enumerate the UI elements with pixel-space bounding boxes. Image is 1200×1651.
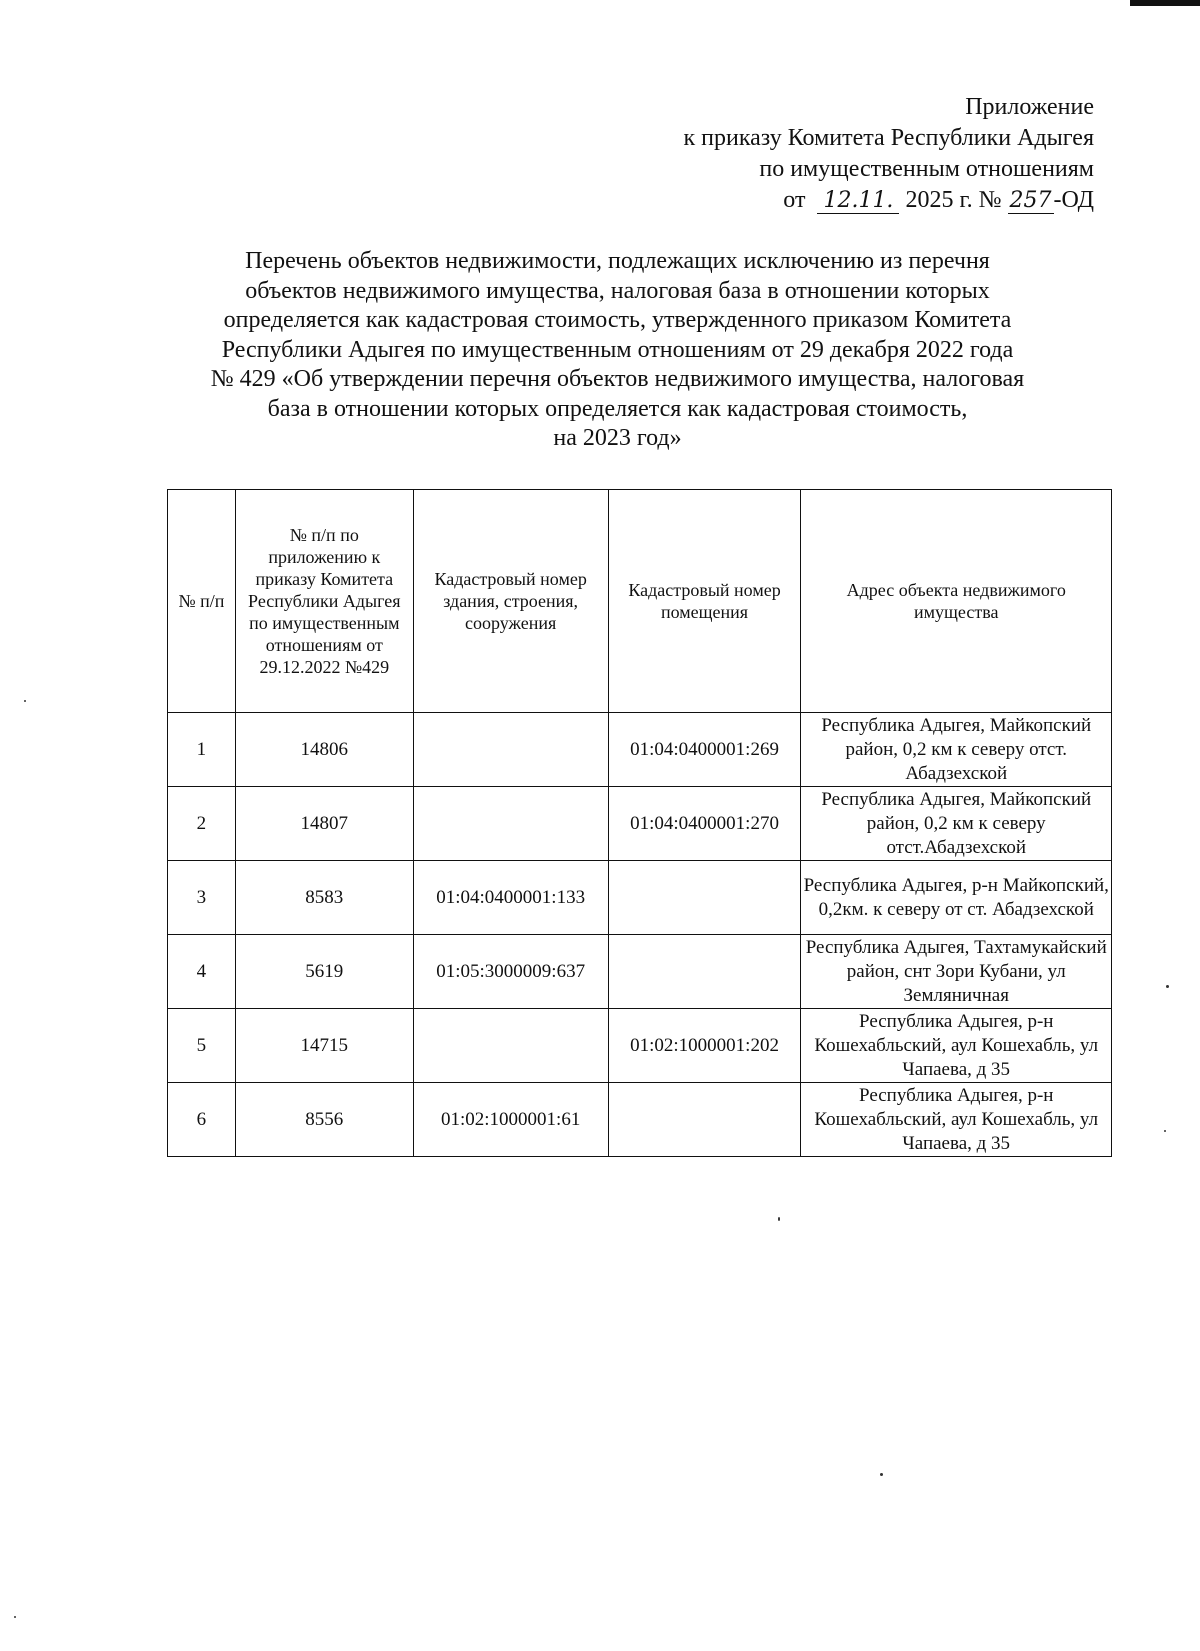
objects-table	[167, 489, 1112, 1157]
header-premises-cadastral: Кадастровый номер помещения	[608, 490, 801, 713]
cell-address: Республика Адыгея, р-н Майкопский, 0,2км. к северу от ст. Абадзехской	[801, 861, 1112, 935]
title-line: Перечень объектов недвижимости, подлежащих исключению из перечня	[245, 248, 990, 274]
cell-address: Республика Адыгея, Тахтамукайский район, снт Зори Кубани, ул Земляничная	[801, 935, 1112, 1009]
header-row-number: № п/п	[168, 490, 236, 713]
cell-row-number: 6	[168, 1083, 236, 1157]
cell-premises-cadastral	[608, 935, 801, 1009]
cell-order-reference: 5619	[235, 935, 413, 1009]
cell-order-reference: 14807	[235, 787, 413, 861]
cell-building-cadastral: 01:04:0400001:133	[413, 861, 608, 935]
scan-speck	[24, 700, 26, 702]
title-line: № 429 «Об утверждении перечня объектов недвижимого имущества, налоговая	[210, 366, 1025, 392]
title-line: Республики Адыгея по имущественным отношениям от 29 декабря 2022 года	[221, 336, 1014, 363]
cell-order-reference: 14806	[235, 713, 413, 787]
cell-row-number: 3	[168, 861, 236, 935]
appendix-line-3: по имущественным отношениям	[759, 156, 1094, 182]
cell-row-number: 1	[168, 713, 236, 787]
scan-speck	[1164, 1130, 1166, 1132]
cell-row-number: 5	[168, 1009, 236, 1083]
header-address: Адрес объекта недвижимого имущества	[801, 490, 1112, 713]
cell-premises-cadastral: 01:04:0400001:269	[608, 713, 801, 787]
scan-edge-mark	[1130, 0, 1200, 6]
cell-order-reference: 8556	[235, 1083, 413, 1157]
cell-address: Республика Адыгея, р-н Кошехабльский, аул Кошехабль, ул Чапаева, д 35	[801, 1009, 1112, 1083]
scan-speck	[14, 1616, 16, 1618]
table-row	[168, 787, 1112, 861]
cell-premises-cadastral: 01:02:1000001:202	[608, 1009, 801, 1083]
appendix-header	[683, 92, 1094, 216]
title-line: на 2023 год»	[553, 425, 682, 451]
cell-premises-cadastral: 01:04:0400001:270	[608, 787, 801, 861]
appendix-line-2: к приказу Комитета Республики Адыгея	[683, 125, 1094, 151]
cell-row-number: 4	[168, 935, 236, 1009]
cell-building-cadastral	[413, 787, 608, 861]
table-header-row	[168, 490, 1112, 713]
title-line: база в отношении которых определяется как кадастровая стоимость,	[267, 395, 968, 422]
cell-building-cadastral	[413, 713, 608, 787]
table-row	[168, 713, 1112, 787]
appendix-date-line	[683, 185, 1094, 216]
date-prefix: от	[783, 187, 806, 213]
cell-premises-cadastral	[608, 861, 801, 935]
cell-address: Республика Адыгея, р-н Кошехабльский, аул Кошехабль, ул Чапаева, д 35	[801, 1083, 1112, 1157]
handwritten-date: 12.11.	[817, 189, 899, 214]
cell-address: Республика Адыгея, Майкопский район, 0,2 км к северу отст. Абадзехской	[801, 713, 1112, 787]
header-order-reference: № п/п по приложению к приказу Комитета Республики Адыгея по имущественным отношениям от 29.12.2022 №429	[235, 490, 413, 713]
cell-row-number: 2	[168, 787, 236, 861]
cell-building-cadastral: 01:05:3000009:637	[413, 935, 608, 1009]
cell-building-cadastral: 01:02:1000001:61	[413, 1083, 608, 1157]
scan-speck	[880, 1473, 883, 1476]
title-line: объектов недвижимого имущества, налоговая база в отношении которых	[245, 277, 990, 304]
title-line: определяется как кадастровая стоимость, утвержденного приказом Комитета	[223, 307, 1012, 333]
cell-building-cadastral	[413, 1009, 608, 1083]
year-text: 2025 г. №	[905, 187, 1002, 213]
scan-speck	[1166, 985, 1169, 988]
table-row	[168, 1083, 1112, 1157]
table-row	[168, 1009, 1112, 1083]
table-row	[168, 935, 1112, 1009]
appendix-line-1: Приложение	[965, 94, 1094, 120]
handwritten-order-number: 257	[1009, 188, 1052, 213]
cell-premises-cadastral	[608, 1083, 801, 1157]
scan-speck	[778, 1217, 780, 1221]
table-row	[168, 861, 1112, 935]
order-number-suffix: -ОД	[1053, 187, 1094, 213]
cell-address: Республика Адыгея, Майкопский район, 0,2 км к северу отст.Абадзехской	[801, 787, 1112, 861]
cell-order-reference: 14715	[235, 1009, 413, 1083]
cell-order-reference: 8583	[235, 861, 413, 935]
header-building-cadastral: Кадастровый номер здания, строения, сооружения	[413, 490, 608, 713]
document-title	[150, 247, 1085, 454]
